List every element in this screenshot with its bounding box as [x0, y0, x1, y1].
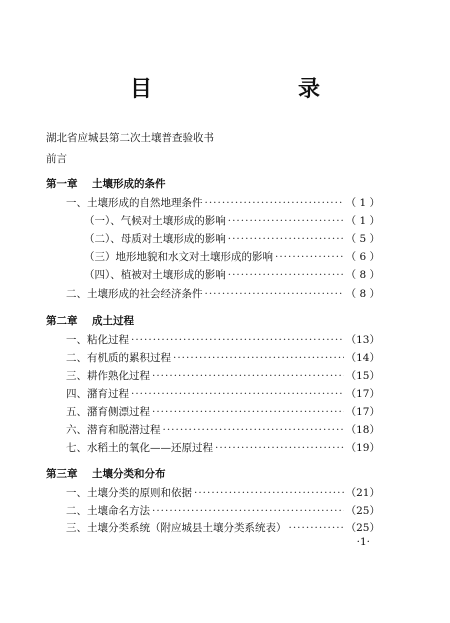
toc-entry-label: 二、土壤命名方法: [66, 505, 150, 517]
toc-entry[interactable]: [84, 231, 380, 246]
toc-entry-page: （25）: [345, 505, 380, 517]
toc-entry-page: （25）: [345, 522, 380, 534]
chapter-heading: [46, 466, 166, 481]
leader-dots: [215, 442, 344, 454]
page-title: 目 录: [129, 76, 354, 102]
toc-entry-page: （17）: [345, 406, 380, 418]
leader-dots: [163, 424, 344, 436]
toc-entry-label: 四、潴育过程: [66, 388, 129, 400]
toc-entry-label: 六、潜育和脱潜过程: [66, 424, 161, 436]
toc-entry[interactable]: [66, 195, 380, 210]
leader-dots: [275, 251, 344, 263]
page-number: ·1·: [356, 536, 370, 548]
toc-entry-page: （ 1 ）: [345, 215, 380, 227]
toc-entry[interactable]: [66, 520, 380, 535]
toc-entry-label: 一、粘化过程: [66, 334, 129, 346]
toc-entry[interactable]: [66, 386, 380, 401]
toc-entry-page: （14）: [345, 352, 380, 364]
toc-entry-page: （ 5 ）: [345, 233, 380, 245]
leader-dots: [194, 487, 344, 499]
toc-entry-page: （17）: [345, 388, 380, 400]
toc-entry[interactable]: [66, 440, 380, 455]
leader-dots: [173, 352, 344, 364]
toc-entry-label: （三）地形地貌和水文对土壤形成的影响: [84, 251, 273, 263]
toc-entry-page: （21）: [345, 487, 380, 499]
leader-dots: [131, 388, 344, 400]
toc-entry-label: 二、土壤形成的社会经济条件: [66, 288, 203, 300]
toc-entry[interactable]: [66, 286, 380, 301]
toc-entry[interactable]: [66, 332, 380, 347]
leader-dots: [289, 522, 344, 534]
toc-entry-page: （18）: [345, 424, 380, 436]
toc-entry-label: 三、土壤分类系统（附应城县土壤分类系统表）: [66, 522, 287, 534]
leader-dots: [152, 370, 344, 382]
leader-dots: [205, 288, 344, 300]
toc-entry-label: 五、潴育侧漂过程: [66, 406, 150, 418]
front-matter-acceptance: 湖北省应城县第二次土壤普查验收书: [46, 132, 214, 144]
toc-entry-page: （ 8 ）: [345, 288, 380, 300]
chapter-number: 第一章: [46, 178, 78, 190]
toc-entry[interactable]: [66, 404, 380, 419]
leader-dots: [228, 269, 344, 281]
leader-dots: [205, 197, 344, 209]
toc-entry[interactable]: [66, 368, 380, 383]
chapter-title: 土壤分类和分布: [92, 468, 166, 480]
front-matter-preface: 前言: [46, 153, 67, 165]
toc-entry-page: （15）: [345, 370, 380, 382]
toc-entry-label: 一、土壤形成的自然地理条件: [66, 197, 203, 209]
leader-dots: [131, 334, 344, 346]
leader-dots: [152, 406, 344, 418]
toc-entry-page: （19）: [345, 442, 380, 454]
leader-dots: [228, 215, 344, 227]
toc-entry[interactable]: [84, 213, 380, 228]
toc-entry-page: （ 1 ）: [345, 197, 380, 209]
chapter-number: 第二章: [46, 315, 78, 327]
toc-entry-label: （二）、母质对土壤形成的影响: [84, 233, 226, 245]
toc-entry-label: 一、土壤分类的原则和依据: [66, 487, 192, 499]
chapter-title: 成土过程: [92, 315, 134, 327]
leader-dots: [228, 233, 344, 245]
toc-entry-page: （ 6 ）: [345, 251, 380, 263]
toc-entry[interactable]: [66, 503, 380, 518]
toc-entry-label: 七、水稻土的氧化——还原过程: [66, 442, 213, 454]
toc-entry-page: （ 8 ）: [345, 269, 380, 281]
chapter-heading: [46, 176, 166, 191]
toc-entry[interactable]: [66, 350, 380, 365]
toc-entry-label: 二、有机质的累积过程: [66, 352, 171, 364]
toc-entry[interactable]: [66, 422, 380, 437]
chapter-number: 第三章: [46, 468, 78, 480]
toc-entry[interactable]: [84, 267, 380, 282]
toc-entry-label: （四）、植被对土壤形成的影响: [84, 269, 226, 281]
chapter-heading: [46, 313, 134, 328]
toc-entry[interactable]: [66, 485, 380, 500]
toc-entry-label: 三、耕作熟化过程: [66, 370, 150, 382]
chapter-title: 土壤形成的条件: [92, 178, 166, 190]
toc-entry-label: （一）、气候对土壤形成的影响: [84, 215, 226, 227]
toc-entry-page: （13）: [345, 334, 380, 346]
toc-entry[interactable]: [84, 249, 380, 264]
leader-dots: [152, 505, 344, 517]
